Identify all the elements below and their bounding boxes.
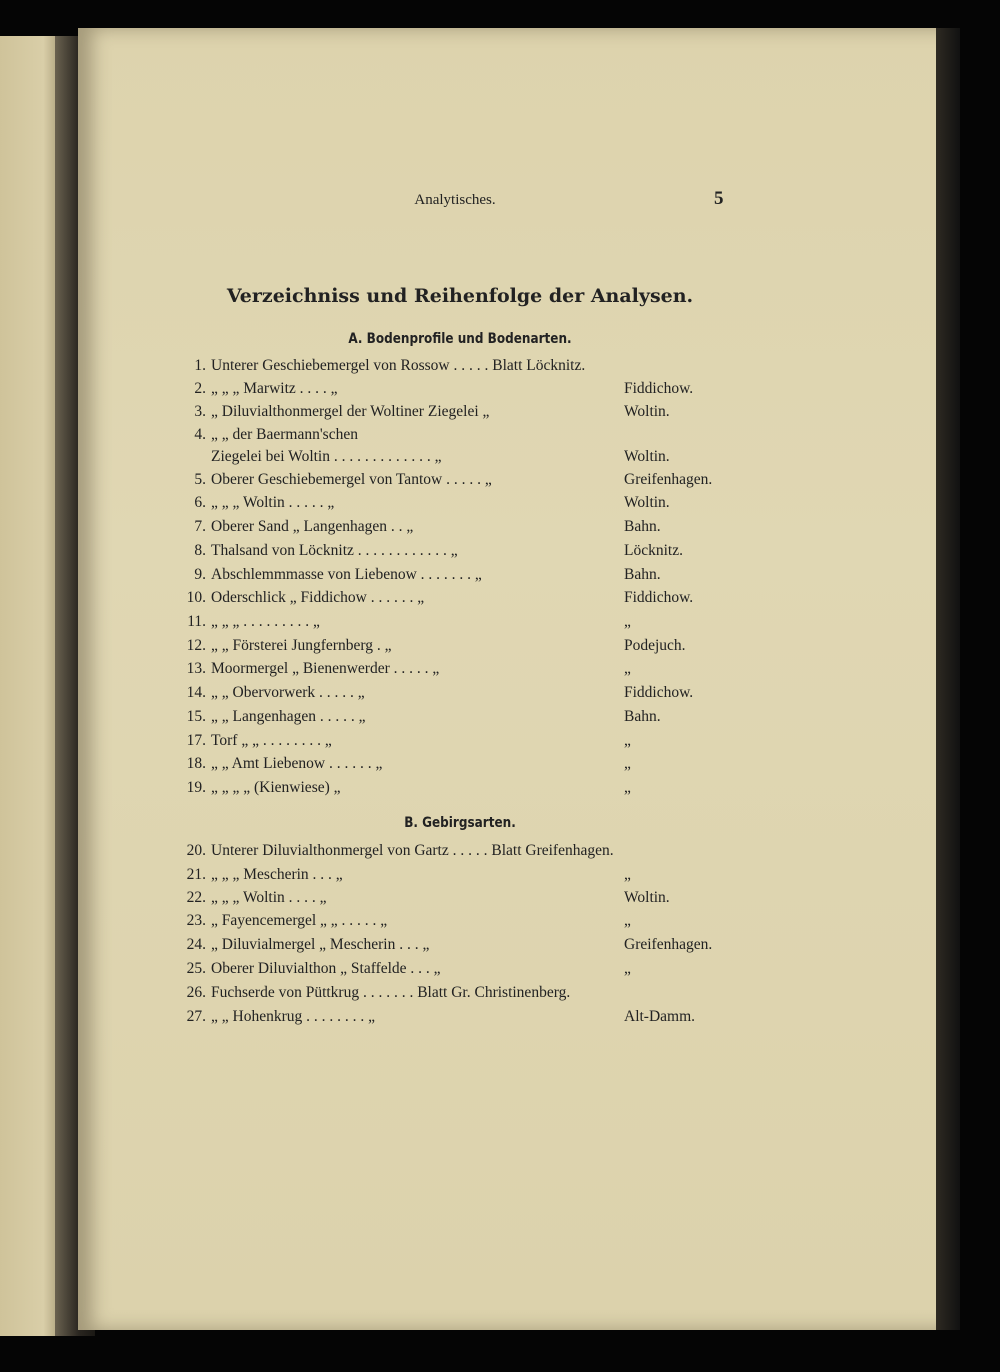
entry-text: „ „ Hohenkrug . . . . . . . . „ — [211, 1008, 375, 1025]
list-item — [178, 424, 738, 446]
entry-number: 13. — [186, 660, 206, 677]
list-item — [178, 564, 738, 586]
entry-location: Bahn. — [624, 518, 661, 535]
list-item — [178, 611, 738, 633]
entry-location: Woltin. — [624, 403, 670, 420]
list-item — [178, 378, 738, 400]
page-title: Verzeichniss und Reihenfolge der Analysen. — [226, 285, 694, 307]
entry-number: 26. — [186, 984, 206, 1001]
entry-location: Greifenhagen. — [624, 471, 713, 488]
section-a-heading: A. Bodenprofile und Bodenarten. — [348, 331, 572, 347]
entry-text: Unterer Diluvialthonmergel von Gartz . . . . . Blatt Greifenhagen. — [211, 842, 614, 859]
list-item — [178, 587, 738, 609]
entry-text: Unterer Geschiebemergel von Rossow . . . . . Blatt Löcknitz. — [211, 357, 586, 374]
list-item — [178, 401, 738, 423]
entry-number: 22. — [186, 889, 206, 906]
entry-number: 11. — [187, 613, 206, 630]
entry-number: 5. — [194, 471, 206, 488]
entry-text: Moormergel „ Bienenwerder . . . . . „ — [211, 660, 440, 677]
list-item — [178, 753, 738, 775]
entry-text: „ Diluvialmergel „ Mescherin . . . „ — [211, 936, 430, 953]
entry-location: Greifenhagen. — [624, 936, 713, 953]
entry-text: Thalsand von Löcknitz . . . . . . . . . . . . „ — [211, 542, 458, 559]
page-number: 5 — [714, 188, 724, 209]
list-item — [178, 887, 738, 909]
entry-location: Alt-Damm. — [624, 1008, 696, 1025]
entry-number: 24. — [186, 936, 206, 953]
entry-location: Fiddichow. — [624, 684, 694, 701]
entry-text: „ „ „ Woltin . . . . . „ — [211, 494, 335, 511]
entry-number: 19. — [186, 779, 206, 796]
book-cover-edge — [936, 28, 960, 1330]
list-item — [178, 934, 738, 956]
entry-text: Oberer Sand „ Langenhagen . . „ — [211, 518, 414, 535]
list-item — [178, 777, 738, 799]
list-item — [178, 682, 738, 704]
entry-location: Bahn. — [624, 566, 661, 583]
entry-text: „ „ „ „ (Kienwiese) „ — [211, 779, 341, 796]
entry-location: „ — [624, 779, 631, 796]
entry-text: Ziegelei bei Woltin . . . . . . . . . . . . . „ — [211, 448, 442, 465]
entry-number: 7. — [194, 518, 206, 535]
entry-number: 25. — [186, 960, 206, 977]
entry-location: „ — [624, 755, 631, 772]
entry-text: Abschlemmmasse von Liebenow . . . . . . . „ — [211, 566, 482, 583]
entry-text: Fuchserde von Püttkrug . . . . . . . Blatt Gr. Christinenberg. — [211, 984, 571, 1001]
entry-location: Löcknitz. — [624, 542, 683, 559]
entry-location: „ — [624, 960, 631, 977]
list-item — [178, 446, 738, 468]
entry-text: „ Fayencemergel „ „ . . . . . „ — [211, 912, 388, 929]
entry-text: Torf „ „ . . . . . . . . „ — [211, 732, 332, 749]
entry-number: 10. — [186, 589, 206, 606]
section-b-heading: B. Gebirgsarten. — [404, 815, 516, 831]
list-item — [178, 658, 738, 680]
list-item — [178, 706, 738, 728]
entry-number: 23. — [186, 912, 206, 929]
entry-location: Woltin. — [624, 889, 670, 906]
entry-number: 1. — [194, 357, 206, 374]
entry-number: 8. — [194, 542, 206, 559]
list-item — [178, 840, 738, 862]
entry-number: 4. — [194, 426, 206, 443]
entry-location: Woltin. — [624, 494, 670, 511]
entry-text: Oberer Geschiebemergel von Tantow . . . . . „ — [211, 471, 492, 488]
entry-number: 2. — [194, 380, 206, 397]
entry-text: Oderschlick „ Fiddichow . . . . . . „ — [211, 589, 425, 606]
entry-location: Bahn. — [624, 708, 661, 725]
list-item — [178, 492, 738, 514]
list-item — [178, 516, 738, 538]
entry-location: „ — [624, 912, 631, 929]
entry-number: 20. — [186, 842, 206, 859]
list-item — [178, 355, 738, 377]
entry-text: Oberer Diluvialthon „ Staffelde . . . „ — [211, 960, 441, 977]
entry-text: „ „ Langenhagen . . . . . „ — [211, 708, 366, 725]
entry-location: „ — [624, 866, 631, 883]
list-item — [178, 730, 738, 752]
entry-number: 9. — [194, 566, 206, 583]
entry-location: „ — [624, 732, 631, 749]
entry-location: Podejuch. — [624, 637, 686, 654]
entry-text: „ „ Försterei Jungfernberg . „ — [211, 637, 392, 654]
entry-number: 6. — [194, 494, 206, 511]
entry-location: „ — [624, 613, 631, 630]
entry-number: 17. — [186, 732, 206, 749]
entry-text: „ „ Obervorwerk . . . . . „ — [211, 684, 365, 701]
list-item — [178, 469, 738, 491]
running-header: Analytisches. — [414, 192, 496, 208]
entry-text: „ „ der Baermann'schen — [211, 426, 358, 443]
entry-text: „ Diluvialthonmergel der Woltiner Ziegelei „ — [211, 403, 490, 420]
entry-number: 14. — [186, 684, 206, 701]
entry-text: „ „ Amt Liebenow . . . . . . „ — [211, 755, 383, 772]
entry-text: „ „ „ Woltin . . . . „ — [211, 889, 327, 906]
left-page-edge — [0, 36, 62, 1336]
list-item — [178, 910, 738, 932]
list-item — [178, 864, 738, 886]
list-item — [178, 635, 738, 657]
entry-number: 3. — [194, 403, 206, 420]
entry-number: 18. — [186, 755, 206, 772]
list-item — [178, 958, 738, 980]
list-item — [178, 982, 738, 1004]
entry-location: „ — [624, 660, 631, 677]
entry-text: „ „ „ Marwitz . . . . „ — [211, 380, 338, 397]
entry-number: 21. — [186, 866, 206, 883]
entry-number: 15. — [186, 708, 206, 725]
list-item — [178, 1006, 738, 1028]
list-item — [178, 540, 738, 562]
entry-text: „ „ „ . . . . . . . . . „ — [211, 613, 320, 630]
entry-location: Fiddichow. — [624, 380, 694, 397]
entry-text: „ „ „ Mescherin . . . „ — [211, 866, 343, 883]
entry-number: 27. — [186, 1008, 206, 1025]
entry-number: 12. — [186, 637, 206, 654]
entry-location: Fiddichow. — [624, 589, 694, 606]
entry-location: Woltin. — [624, 448, 670, 465]
